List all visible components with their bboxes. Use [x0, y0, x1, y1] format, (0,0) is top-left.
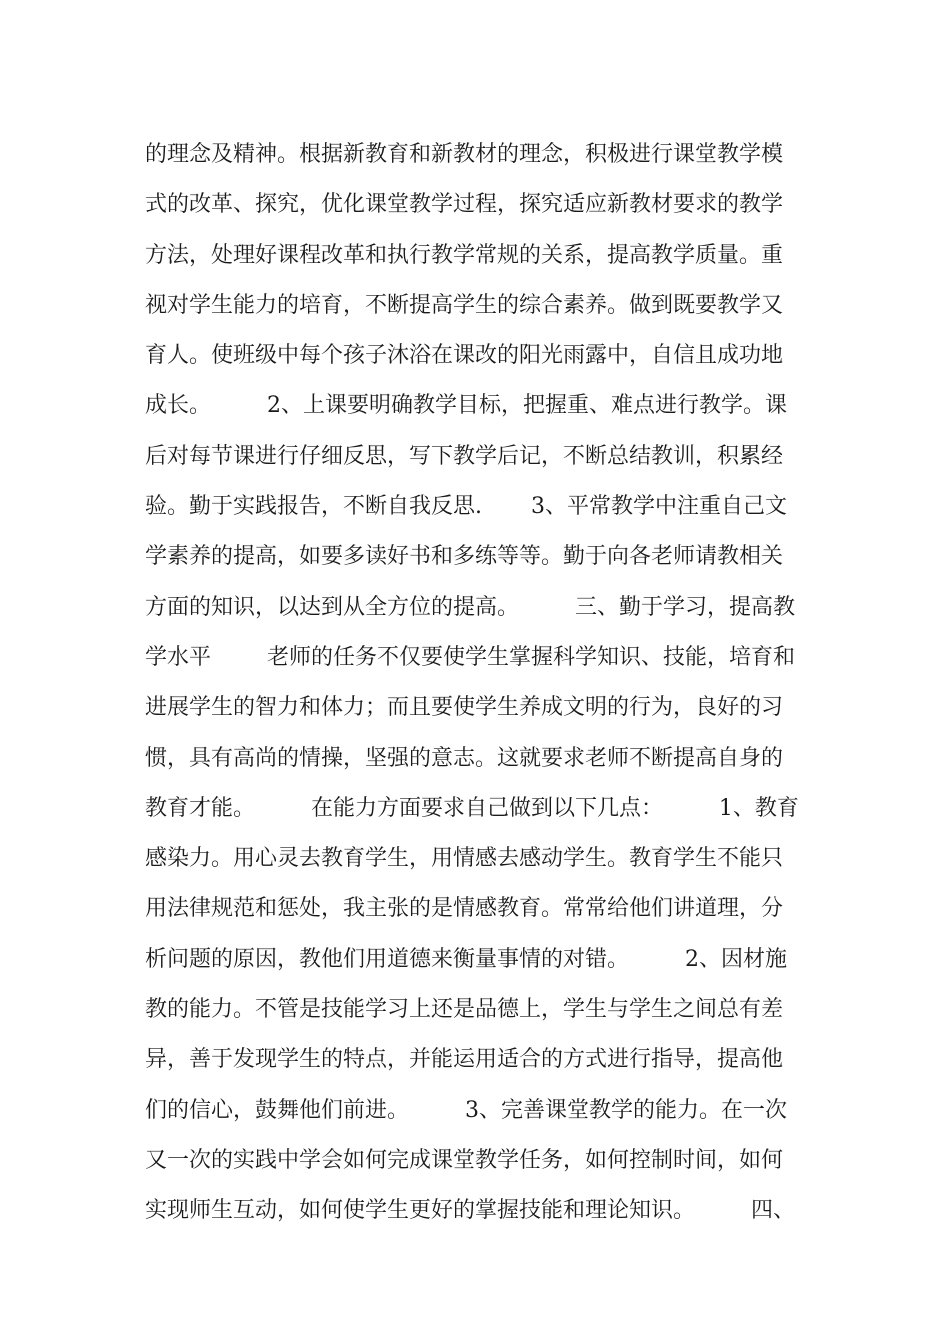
- text-line: 视对学生能力的培育，不断提高学生的综合素养。做到既要教学又: [145, 292, 784, 318]
- text-line: 验。勤于实践报告，不断自我反思. 3、平常教学中注重自己文: [145, 494, 787, 520]
- text-line: 教的能力。不管是技能学习上还是品德上，学生与学生之间总有差: [145, 997, 784, 1023]
- text-line: 进展学生的智力和体力；而且要使学生养成文明的行为，良好的习: [145, 695, 784, 721]
- text-line: 育人。使班级中每个孩子沐浴在课改的阳光雨露中，自信且成功地: [145, 343, 784, 369]
- text-line: 的理念及精神。根据新教育和新教材的理念，积极进行课堂教学模: [145, 142, 784, 167]
- text-line: 教育才能。 在能力方面要求自己做到以下几点： 1、教育: [145, 795, 799, 821]
- text-line: 方法，处理好课程改革和执行教学常规的关系，提高教学质量。重: [145, 242, 784, 268]
- text-line: 成长。 2、上课要明确教学目标，把握重、难点进行教学。课: [145, 393, 787, 419]
- body-text: [145, 130, 810, 1237]
- text-line: 式的改革、探究，优化课堂教学过程，探究适应新教材要求的教学: [145, 192, 784, 218]
- text-line: 惯，具有高尚的情操，坚强的意志。这就要求老师不断提高自身的: [145, 745, 784, 771]
- text-line: 后对每节课进行仔细反思，写下教学后记，不断总结教训，积累经: [145, 443, 784, 469]
- text-line: 实现师生互动，如何使学生更好的掌握技能和理论知识。 四、: [145, 1198, 795, 1224]
- text-line: 们的信心，鼓舞他们前进。 3、完善课堂教学的能力。在一次: [145, 1097, 787, 1123]
- text-line: 用法律规范和惩处，我主张的是情感教育。常常给他们讲道理，分: [145, 896, 784, 922]
- text-line: 方面的知识，以达到从全方位的提高。 三、勤于学习，提高教: [145, 594, 795, 620]
- text-line: 异，善于发现学生的特点，并能运用适合的方式进行指导，提高他: [145, 1047, 784, 1073]
- text-line: 学素养的提高，如要多读好书和多练等等。勤于向各老师请教相关: [145, 544, 784, 570]
- text-line: 感染力。用心灵去教育学生，用情感去感动学生。教育学生不能只: [145, 846, 784, 872]
- text-line: 析问题的原因，教他们用道德来衡量事情的对错。 2、因材施: [145, 946, 787, 972]
- text-line: 又一次的实践中学会如何完成课堂教学任务，如何控制时间，如何: [145, 1147, 784, 1173]
- text-line: 学水平 老师的任务不仅要使学生掌握科学知识、技能，培育和: [145, 644, 795, 670]
